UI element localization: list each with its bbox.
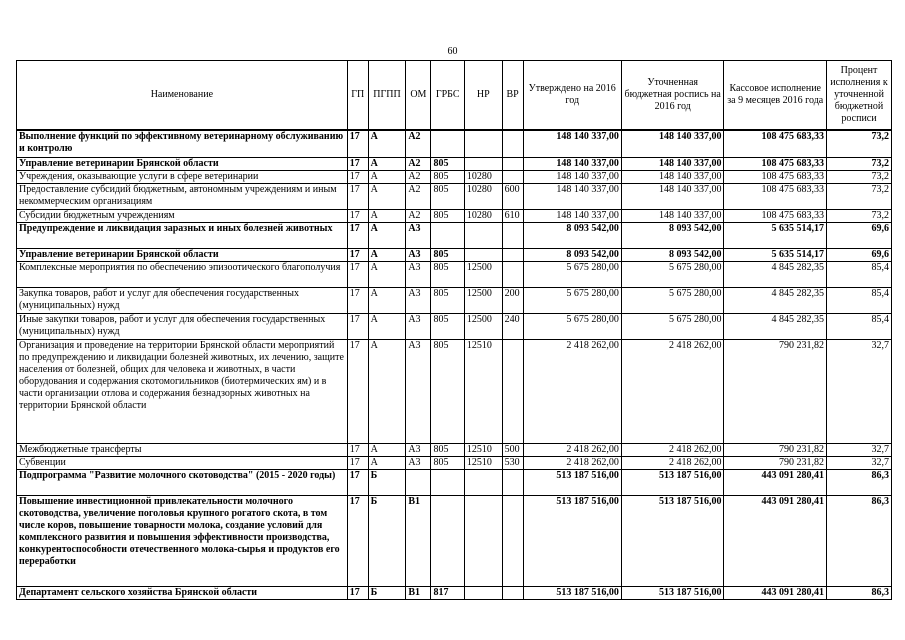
cell-approved: 8 093 542,00	[523, 223, 621, 249]
cell-ppgp: А	[368, 457, 406, 470]
cell-gp: 17	[347, 249, 368, 262]
cell-vr	[502, 470, 523, 496]
cell-refined: 2 418 262,00	[621, 444, 724, 457]
cell-ppgp: А	[368, 314, 406, 340]
cell-percent: 32,7	[827, 340, 892, 444]
cell-grbs	[431, 496, 464, 587]
cell-vr	[502, 262, 523, 288]
cell-om: А3	[406, 288, 431, 314]
cell-vr: 610	[502, 210, 523, 223]
cell-np	[464, 130, 502, 158]
cell-vr	[502, 158, 523, 171]
table-row	[17, 184, 892, 210]
cell-percent: 86,3	[827, 496, 892, 587]
cell-np: 12500	[464, 288, 502, 314]
table-row	[17, 171, 892, 184]
cell-om: В1	[406, 496, 431, 587]
cell-ppgp: А	[368, 288, 406, 314]
cell-approved: 8 093 542,00	[523, 249, 621, 262]
cell-ppgp: А	[368, 249, 406, 262]
cell-name: Иные закупки товаров, работ и услуг для обеспечения государственных (муниципальных) нужд	[17, 314, 348, 340]
cell-vr: 530	[502, 457, 523, 470]
cell-np: 12510	[464, 457, 502, 470]
cell-cash: 4 845 282,35	[724, 288, 827, 314]
cell-name: Учреждения, оказывающие услуги в сфере ветеринарии	[17, 171, 348, 184]
table-row	[17, 496, 892, 587]
cell-np: 10280	[464, 184, 502, 210]
cell-grbs: 805	[431, 314, 464, 340]
cell-approved: 5 675 280,00	[523, 262, 621, 288]
header-row	[17, 61, 892, 130]
cell-refined: 148 140 337,00	[621, 210, 724, 223]
table-row	[17, 470, 892, 496]
cell-cash: 790 231,82	[724, 340, 827, 444]
cell-gp: 17	[347, 171, 368, 184]
cell-om	[406, 470, 431, 496]
header-name: Наименование	[17, 61, 348, 130]
cell-gp: 17	[347, 223, 368, 249]
cell-np: 10280	[464, 210, 502, 223]
cell-ppgp: Б	[368, 587, 406, 600]
cell-np	[464, 496, 502, 587]
cell-ppgp: А	[368, 130, 406, 158]
cell-vr	[502, 223, 523, 249]
cell-gp: 17	[347, 288, 368, 314]
cell-ppgp: А	[368, 171, 406, 184]
cell-cash: 790 231,82	[724, 444, 827, 457]
cell-ppgp: А	[368, 158, 406, 171]
cell-name: Предоставление субсидий бюджетным, автономным учреждениям и иным некоммерческим организациям	[17, 184, 348, 210]
cell-percent: 73,2	[827, 158, 892, 171]
cell-name: Управление ветеринарии Брянской области	[17, 158, 348, 171]
cell-refined: 8 093 542,00	[621, 249, 724, 262]
table-row	[17, 340, 892, 444]
cell-om: А2	[406, 184, 431, 210]
cell-percent: 86,3	[827, 587, 892, 600]
cell-approved: 513 187 516,00	[523, 470, 621, 496]
header-np: НР	[464, 61, 502, 130]
cell-ppgp: А	[368, 262, 406, 288]
cell-np: 12500	[464, 262, 502, 288]
cell-percent: 32,7	[827, 457, 892, 470]
cell-vr	[502, 130, 523, 158]
cell-refined: 2 418 262,00	[621, 340, 724, 444]
cell-cash: 443 091 280,41	[724, 496, 827, 587]
cell-approved: 5 675 280,00	[523, 288, 621, 314]
cell-name: Повышение инвестиционной привлекательности молочного скотоводства, увеличение поголовья крупного рогатого скота, в том числе коров, повышение товарности молока, создание условий для комплексного развития и повышения эффективности производства, конкурентоспособности отечественного молока-сырья и продуктов его переработки	[17, 496, 348, 587]
cell-ppgp: А	[368, 444, 406, 457]
cell-name: Управление ветеринарии Брянской области	[17, 249, 348, 262]
cell-cash: 108 475 683,33	[724, 210, 827, 223]
cell-grbs	[431, 223, 464, 249]
cell-np	[464, 249, 502, 262]
cell-ppgp: А	[368, 340, 406, 444]
cell-approved: 513 187 516,00	[523, 496, 621, 587]
cell-gp: 17	[347, 340, 368, 444]
cell-ppgp: А	[368, 210, 406, 223]
cell-gp: 17	[347, 262, 368, 288]
cell-grbs: 805	[431, 262, 464, 288]
cell-gp: 17	[347, 457, 368, 470]
cell-vr	[502, 496, 523, 587]
table-row	[17, 262, 892, 288]
cell-refined: 148 140 337,00	[621, 130, 724, 158]
cell-refined: 5 675 280,00	[621, 262, 724, 288]
cell-name: Субсидии бюджетным учреждениям	[17, 210, 348, 223]
cell-grbs: 805	[431, 457, 464, 470]
cell-vr: 240	[502, 314, 523, 340]
cell-vr	[502, 587, 523, 600]
table-row	[17, 288, 892, 314]
cell-grbs: 805	[431, 158, 464, 171]
cell-name: Комплексные мероприятия по обеспечению эпизоотического благополучия	[17, 262, 348, 288]
cell-percent: 73,2	[827, 184, 892, 210]
cell-grbs: 805	[431, 444, 464, 457]
cell-cash: 108 475 683,33	[724, 130, 827, 158]
cell-vr	[502, 249, 523, 262]
cell-vr: 200	[502, 288, 523, 314]
header-cash: Кассовое исполнение за 9 месяцев 2016 года	[724, 61, 827, 130]
cell-om: А3	[406, 444, 431, 457]
header-ppgp: ПГПП	[368, 61, 406, 130]
cell-name: Закупка товаров, работ и услуг для обеспечения государственных (муниципальных) нужд	[17, 288, 348, 314]
cell-om: А3	[406, 223, 431, 249]
cell-cash: 5 635 514,17	[724, 223, 827, 249]
cell-cash: 108 475 683,33	[724, 158, 827, 171]
cell-np: 12500	[464, 314, 502, 340]
cell-vr: 500	[502, 444, 523, 457]
cell-name: Субвенции	[17, 457, 348, 470]
cell-cash: 443 091 280,41	[724, 470, 827, 496]
cell-percent: 32,7	[827, 444, 892, 457]
cell-refined: 513 187 516,00	[621, 587, 724, 600]
cell-percent: 86,3	[827, 470, 892, 496]
cell-grbs: 805	[431, 184, 464, 210]
table-row	[17, 130, 892, 158]
cell-gp: 17	[347, 184, 368, 210]
cell-cash: 5 635 514,17	[724, 249, 827, 262]
page-number: 60	[447, 46, 458, 57]
cell-name: Департамент сельского хозяйства Брянской области	[17, 587, 348, 600]
budget-table	[16, 60, 892, 600]
cell-grbs: 817	[431, 587, 464, 600]
table-row	[17, 249, 892, 262]
cell-refined: 513 187 516,00	[621, 496, 724, 587]
cell-approved: 148 140 337,00	[523, 184, 621, 210]
cell-gp: 17	[347, 314, 368, 340]
cell-ppgp: А	[368, 184, 406, 210]
table-row	[17, 158, 892, 171]
cell-om: А3	[406, 457, 431, 470]
cell-np	[464, 587, 502, 600]
cell-approved: 2 418 262,00	[523, 340, 621, 444]
cell-om: А2	[406, 210, 431, 223]
header-vr: ВР	[502, 61, 523, 130]
cell-refined: 5 675 280,00	[621, 288, 724, 314]
cell-om: В1	[406, 587, 431, 600]
cell-approved: 148 140 337,00	[523, 158, 621, 171]
cell-cash: 108 475 683,33	[724, 184, 827, 210]
header-grbs: ГРБС	[431, 61, 464, 130]
header-approved: Утверждено на 2016 год	[523, 61, 621, 130]
cell-grbs: 805	[431, 288, 464, 314]
cell-name: Организация и проведение на территории Брянской области мероприятий по предупреждению и ликвидации болезней животных, их лечению, защите населения от болезней, общих для человека и животных, в части оборудования и содержания скотомогильников (биотермических ям) и в части организации отлова и содержания безнадзорных животных на территории Брянской области	[17, 340, 348, 444]
header-gp: ГП	[347, 61, 368, 130]
cell-om: А3	[406, 249, 431, 262]
cell-percent: 73,2	[827, 171, 892, 184]
cell-vr: 600	[502, 184, 523, 210]
cell-percent: 85,4	[827, 314, 892, 340]
cell-gp: 17	[347, 210, 368, 223]
cell-gp: 17	[347, 587, 368, 600]
cell-om: А3	[406, 340, 431, 444]
header-percent: Процент исполнения к уточненной бюджетной росписи	[827, 61, 892, 130]
table-row	[17, 314, 892, 340]
cell-grbs: 805	[431, 210, 464, 223]
cell-np: 12510	[464, 444, 502, 457]
cell-name: Предупреждение и ликвидация заразных и иных болезней животных	[17, 223, 348, 249]
cell-vr	[502, 340, 523, 444]
cell-cash: 443 091 280,41	[724, 587, 827, 600]
cell-gp: 17	[347, 444, 368, 457]
cell-approved: 2 418 262,00	[523, 457, 621, 470]
cell-refined: 148 140 337,00	[621, 171, 724, 184]
cell-refined: 5 675 280,00	[621, 314, 724, 340]
cell-name: Подпрограмма "Развитие молочного скотоводства" (2015 - 2020 годы)	[17, 470, 348, 496]
cell-percent: 69,6	[827, 249, 892, 262]
cell-approved: 2 418 262,00	[523, 444, 621, 457]
cell-cash: 4 845 282,35	[724, 262, 827, 288]
cell-grbs	[431, 130, 464, 158]
cell-name: Выполнение функций по эффективному ветеринарному обслуживанию и контролю	[17, 130, 348, 158]
cell-np: 10280	[464, 171, 502, 184]
cell-ppgp: Б	[368, 470, 406, 496]
cell-np: 12510	[464, 340, 502, 444]
cell-gp: 17	[347, 158, 368, 171]
cell-name: Межбюджетные трансферты	[17, 444, 348, 457]
cell-percent: 73,2	[827, 130, 892, 158]
table-row	[17, 587, 892, 600]
cell-om: А2	[406, 158, 431, 171]
cell-percent: 69,6	[827, 223, 892, 249]
table-row	[17, 457, 892, 470]
table-row	[17, 210, 892, 223]
cell-refined: 2 418 262,00	[621, 457, 724, 470]
cell-refined: 148 140 337,00	[621, 184, 724, 210]
cell-om: А3	[406, 314, 431, 340]
cell-np	[464, 158, 502, 171]
cell-np	[464, 223, 502, 249]
cell-vr	[502, 171, 523, 184]
table-row	[17, 223, 892, 249]
header-refined: Уточненная бюджетная роспись на 2016 год	[621, 61, 724, 130]
cell-percent: 85,4	[827, 288, 892, 314]
table-row	[17, 444, 892, 457]
cell-grbs: 805	[431, 249, 464, 262]
table-body	[17, 130, 892, 600]
cell-om: А2	[406, 171, 431, 184]
cell-approved: 148 140 337,00	[523, 130, 621, 158]
cell-approved: 148 140 337,00	[523, 171, 621, 184]
cell-percent: 73,2	[827, 210, 892, 223]
cell-om: А2	[406, 130, 431, 158]
cell-ppgp: Б	[368, 496, 406, 587]
cell-om: А3	[406, 262, 431, 288]
cell-grbs: 805	[431, 171, 464, 184]
header-om: ОМ	[406, 61, 431, 130]
cell-approved: 148 140 337,00	[523, 210, 621, 223]
cell-cash: 4 845 282,35	[724, 314, 827, 340]
cell-grbs: 805	[431, 340, 464, 444]
cell-approved: 5 675 280,00	[523, 314, 621, 340]
cell-cash: 108 475 683,33	[724, 171, 827, 184]
cell-refined: 8 093 542,00	[621, 223, 724, 249]
cell-percent: 85,4	[827, 262, 892, 288]
cell-cash: 790 231,82	[724, 457, 827, 470]
cell-np	[464, 470, 502, 496]
cell-grbs	[431, 470, 464, 496]
cell-gp: 17	[347, 496, 368, 587]
cell-gp: 17	[347, 470, 368, 496]
cell-refined: 513 187 516,00	[621, 470, 724, 496]
cell-approved: 513 187 516,00	[523, 587, 621, 600]
cell-refined: 148 140 337,00	[621, 158, 724, 171]
cell-gp: 17	[347, 130, 368, 158]
cell-ppgp: А	[368, 223, 406, 249]
